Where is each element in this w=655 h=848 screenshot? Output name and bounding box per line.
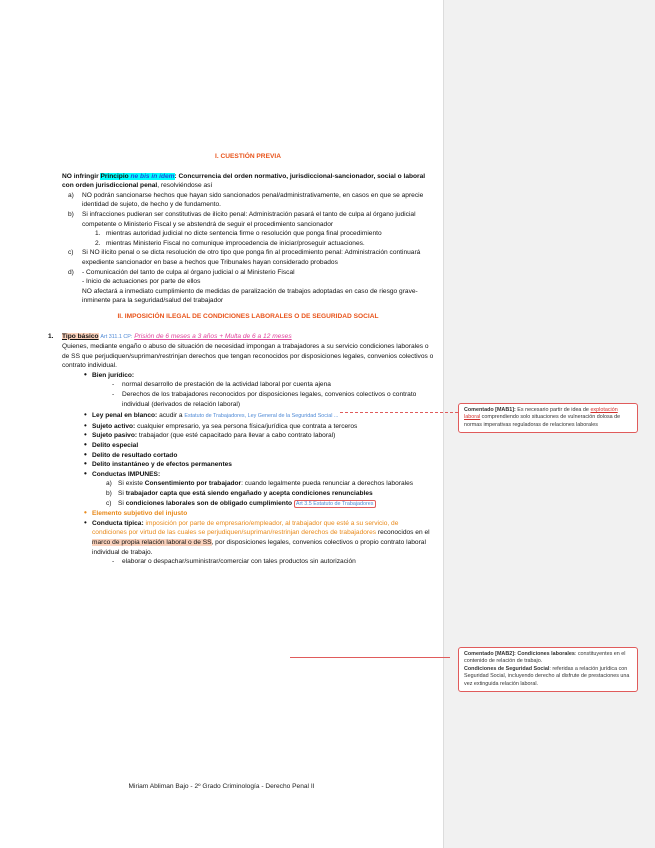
sub-item-2: 2. mientras Ministerio Fiscal no comunique improcedencia de iniciar/proseguir actuaciones. bbox=[95, 239, 365, 247]
sujeto-activo: • Sujeto activo: cualquier empresario, ya sea persona física/jurídica que contrata a terceros bbox=[92, 422, 434, 432]
marco-relacion: marco de propia relación laboral o de SS bbox=[92, 538, 212, 546]
delito-resultado: • Delito de resultado cortado bbox=[92, 451, 434, 461]
conductas-impunes: • Conductas IMPUNES: bbox=[92, 470, 434, 480]
document-body bbox=[48, 152, 434, 567]
conducta-tipica: • Conducta típica: imposición por parte de empresario/empleador, al trabajador que esté a su servicio, de condiciones por virtud de las cuales se perjudiquen/supriman/restrinjan derechos de trabajadores reconocidos en el marco de propia relación laboral o de SS, por disposiciones legales, convenios colectivos o propio contrato laboral individual de trabajo. bbox=[92, 519, 434, 557]
estatuto-ref: Art 3.5 Estatuto de Trabajadores bbox=[295, 500, 374, 507]
list-item-d-line2: - Inicio de actuaciones por parte de ellos bbox=[82, 278, 201, 286]
delito-instantaneo: • Delito instantáneo y de efectos permanentes bbox=[92, 460, 434, 470]
list-item-d: d) - Comunicación del tanto de culpa al órgano judicial o al Ministerio Fiscal bbox=[68, 268, 295, 276]
delito-especial: • Delito especial bbox=[92, 441, 434, 451]
bien-juridico: • Bien jurídico: bbox=[92, 371, 434, 381]
impunes-list bbox=[92, 479, 434, 509]
tipo-basico-desc: Quienes, mediante engaño o abuso de situación de necesidad impongan a trabajadores a su servicio condiciones laborales o de SS que perjudiquen/supriman/restrinjan derechos que tengan reconocidos por disposiciones legales, convenios colectivos o contrato individual. bbox=[62, 343, 434, 370]
comment-1-connector bbox=[340, 412, 458, 413]
impune-c: c) Si condiciones laborales son de obligado cumplimiento Art 3.5 Estatuto de Trabajadores bbox=[106, 499, 374, 507]
impune-b: b) Si trabajador capta que está siendo engañado y acepta condiciones renunciables bbox=[106, 490, 373, 497]
section-heading-1: I. CUESTIÓN PREVIA bbox=[215, 153, 281, 160]
sub-list bbox=[82, 229, 434, 248]
conducta-sublist bbox=[92, 557, 434, 567]
comment-1[interactable]: Comentado [MAB1]: Es necesario partir de idea de explotación laboral comprendiendo solo situaciones de vulneración dolosa de normas imperativas reguladoras de relaciones laborales bbox=[458, 403, 638, 433]
ley-penal: • Ley penal en blanco: acudir a Estatuto de Trabajadores, Ley General de la Seguridad Social ... bbox=[92, 411, 434, 422]
list-item-d-line3: NO afectará a inmediato cumplimiento de medidas de paralización de trabajos adoptadas en caso de riesgo grave-inminente para la seguridad/salud del trabajador bbox=[82, 287, 418, 305]
sub-item-1: 1. mientras autoridad judicial no dicte sentencia firme o resolución que ponga final procedimiento bbox=[95, 230, 382, 238]
intro-paragraph bbox=[62, 172, 434, 191]
penalty-text: Prisión de 6 meses a 3 años + Multa de 6 a 12 meses bbox=[134, 332, 292, 340]
elements-list bbox=[62, 371, 434, 567]
comment-1-link[interactable]: explotación laboral bbox=[464, 407, 618, 421]
cuestion-list bbox=[62, 191, 434, 306]
article-ref: Art 311.1 CP: bbox=[100, 333, 133, 340]
page-footer: Miriam Abliman Bajo - 2º Grado Criminología - Derecho Penal II bbox=[128, 783, 315, 790]
tipo-basico-line: 1. Tipo básico Art 311.1 CP: Prisión de 6 meses a 3 años + Multa de 6 a 12 meses bbox=[48, 332, 292, 340]
list-item-b: b) Si infracciones pudieran ser constitutivas de ilícito penal: Administración pasará el tanto de culpa al órgano judicial competente o Ministerio Fiscal y se abstendrá de seguir el procedimiento sancionador bbox=[68, 210, 416, 228]
conducta-item: - elaborar o despachar/suministrar/comerciar con tales productos sin autorización bbox=[122, 557, 434, 567]
tipo-basico-label: Tipo básico bbox=[62, 332, 99, 340]
impune-a: a) Si existe Consentimiento por trabajador: cuando legalmente pueda renunciar a derechos laborales bbox=[106, 480, 414, 488]
ley-ref: Estatuto de Trabajadores, Ley General de la Seguridad Social ... bbox=[184, 413, 339, 420]
intro-bold: : Concurrencia del orden normativo, jurisdiccional-sancionador, social o laboral con orden jurisdiccional penal bbox=[62, 172, 426, 190]
list-item-c: c) Si NO ilícito penal o se dicta resolución de otro tipo que ponga fin al procedimiento penal: Administración continuará expediente sancionador en base a hechos que Tribunales hayan considerado probados bbox=[68, 249, 421, 266]
comment-2[interactable]: Comentado [MAB2]: Condiciones laborales: constituyentes en el contenido de relación de trabajo. Condiciones de Seguridad Social: referidas a relación jurídica con Seguridad Social, incluyendo derecho al disfrute de prestaciones una vez extinguida relación laboral. bbox=[458, 647, 638, 692]
section-heading-2: II. IMPOSICIÓN ILEGAL DE CONDICIONES LABORALES O DE SEGURIDAD SOCIAL bbox=[117, 312, 379, 320]
bien-sublist bbox=[92, 380, 434, 409]
intro-prefix: NO infringir bbox=[62, 172, 101, 180]
principle-word: Principio bbox=[100, 172, 129, 180]
bien-item-1: - normal desarrollo de prestación de la actividad laboral por cuenta ajena bbox=[122, 380, 434, 390]
bien-item-2: - Derechos de los trabajadores reconocidos por disposiciones legales, convenios colectivos o contrato individual (derivados de relación laboral) bbox=[122, 390, 434, 409]
tipo-basico-block bbox=[48, 332, 434, 567]
intro-rest: , resolviéndose así bbox=[157, 182, 213, 190]
comment-2-connector bbox=[290, 657, 450, 658]
sujeto-pasivo: • Sujeto pasivo: trabajador (que esté capacitado para llevar a cabo contrato laboral) bbox=[92, 431, 434, 441]
list-item-a: a) NO podrán sancionarse hechos que hayan sido sancionados penal/administrativamente, en casos en que se aprecie identidad de sujeto, de hecho y de fundamento. bbox=[68, 191, 424, 209]
principle-latin: ne bis in ídem bbox=[130, 172, 175, 180]
elemento-subjetivo: • Elemento subjetivo del injusto bbox=[92, 509, 434, 519]
